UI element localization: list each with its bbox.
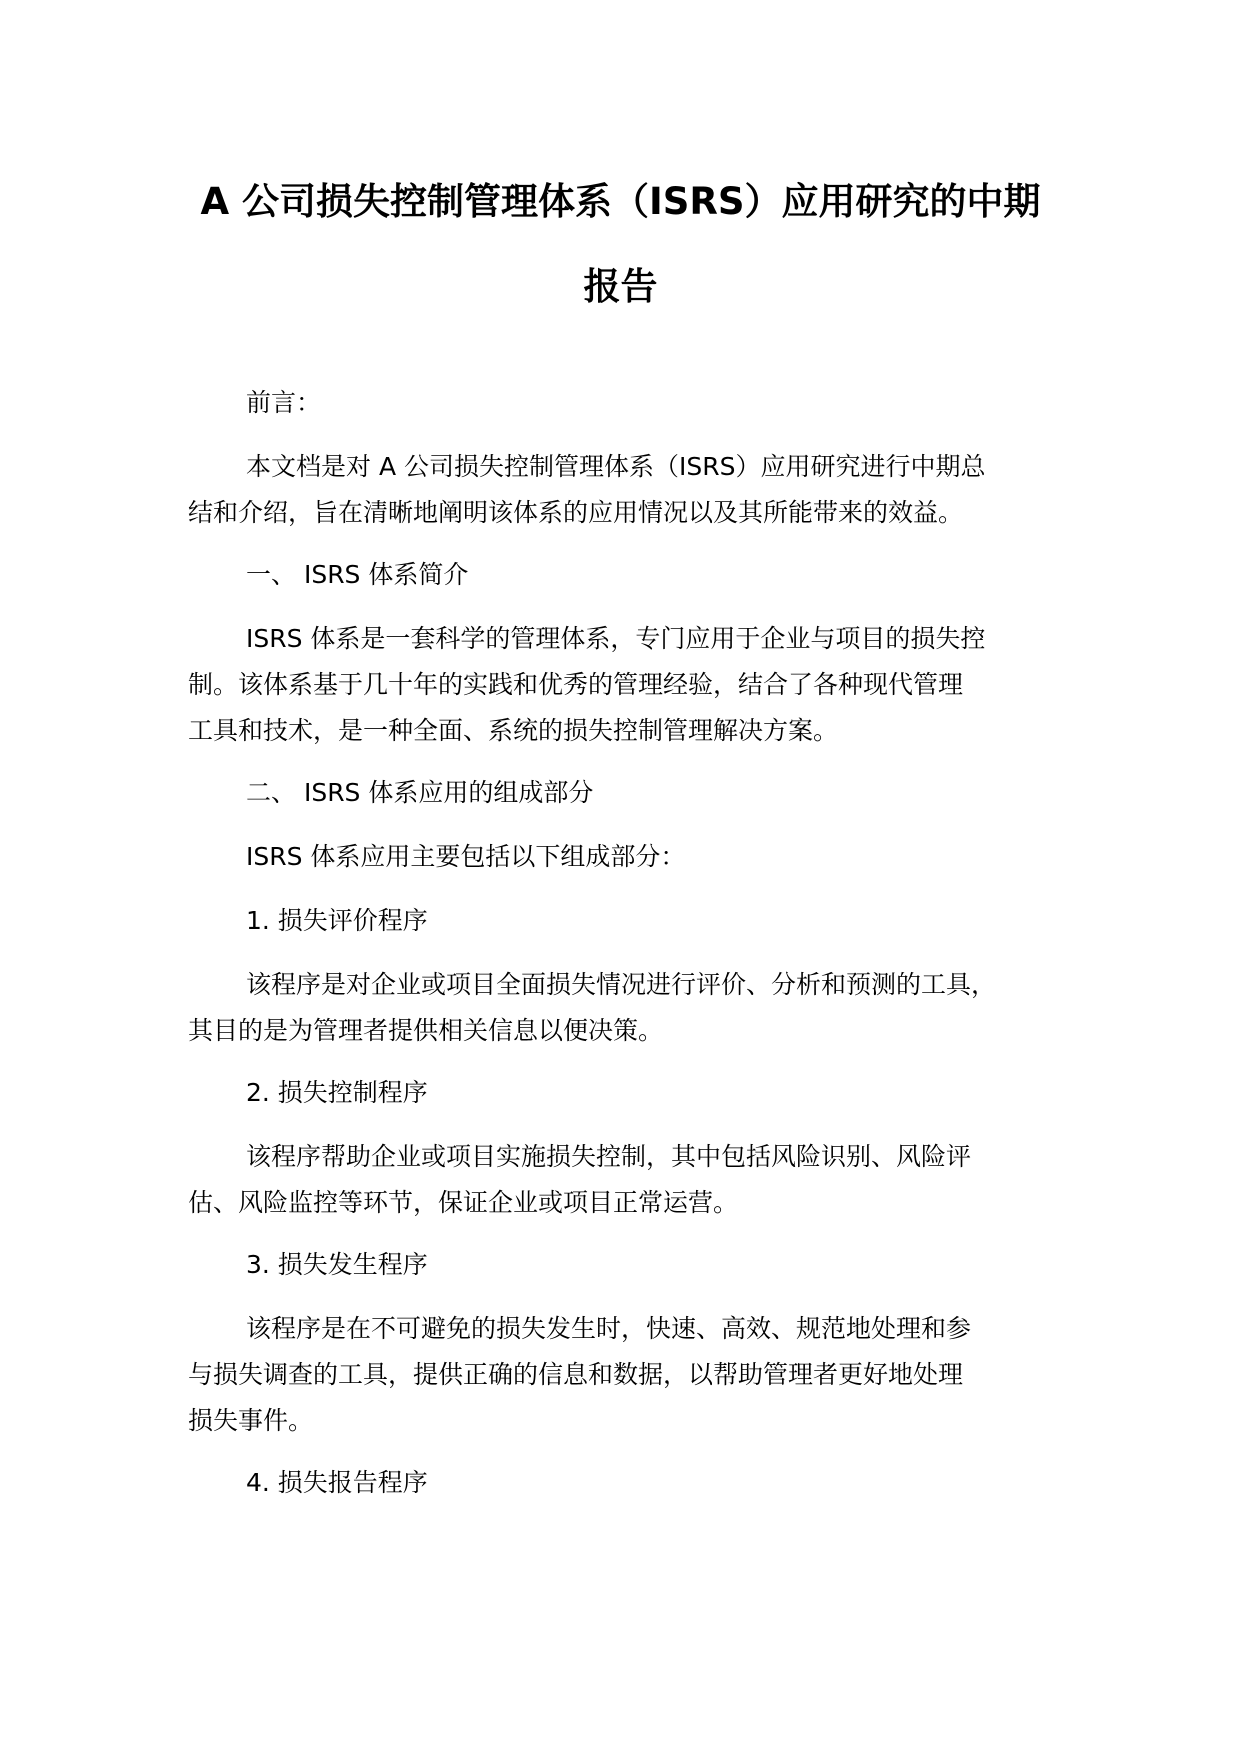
- item1-line: 该程序是对企业或项目全面损失情况进行评价、分析和预测的工具，: [246, 970, 997, 999]
- section1-line: ISRS 体系是一套科学的管理体系，专门应用于企业与项目的损失控: [246, 624, 986, 653]
- preface-label: 前言：: [246, 388, 322, 417]
- section2-intro: ISRS 体系应用主要包括以下组成部分：: [246, 842, 686, 871]
- item1-line: 其目的是为管理者提供相关信息以便决策。: [188, 1016, 664, 1045]
- item4-heading: 4. 损失报告程序: [246, 1468, 428, 1497]
- item3-heading: 3. 损失发生程序: [246, 1250, 428, 1279]
- item2-heading: 2. 损失控制程序: [246, 1078, 428, 1107]
- intro-line: 本文档是对 A 公司损失控制管理体系（ISRS）应用研究进行中期总: [246, 452, 986, 481]
- item3-paragraph: [188, 1306, 1088, 1444]
- section1-line: 制。该体系基于几十年的实践和优秀的管理经验，结合了各种现代管理: [188, 670, 964, 699]
- intro-paragraph: [188, 444, 1088, 536]
- document-title-line1: A 公司损失控制管理体系（ISRS）应用研究的中期: [200, 180, 1041, 223]
- section2-heading: 二、 ISRS 体系应用的组成部分: [246, 778, 594, 807]
- item3-line: 该程序是在不可避免的损失发生时，快速、高效、规范地处理和参: [246, 1314, 972, 1343]
- section1-heading: 一、 ISRS 体系简介: [246, 560, 469, 589]
- section1-line: 工具和技术，是一种全面、系统的损失控制管理解决方案。: [188, 716, 839, 745]
- document-body: [188, 380, 1088, 1524]
- section1-paragraph: [188, 616, 1088, 754]
- document-title-line2: 报告: [583, 265, 658, 308]
- intro-line: 结和介绍，旨在清晰地阐明该体系的应用情况以及其所能带来的效益。: [188, 498, 964, 527]
- item2-line: 估、风险监控等环节，保证企业或项目正常运营。: [188, 1188, 739, 1217]
- item3-line: 与损失调查的工具，提供正确的信息和数据，以帮助管理者更好地处理: [188, 1360, 964, 1389]
- item2-paragraph: [188, 1134, 1088, 1226]
- item3-line: 损失事件。: [188, 1406, 314, 1435]
- item1-paragraph: [188, 962, 1088, 1054]
- item1-heading: 1. 损失评价程序: [246, 906, 428, 935]
- item2-line: 该程序帮助企业或项目实施损失控制，其中包括风险识别、风险评: [246, 1142, 972, 1171]
